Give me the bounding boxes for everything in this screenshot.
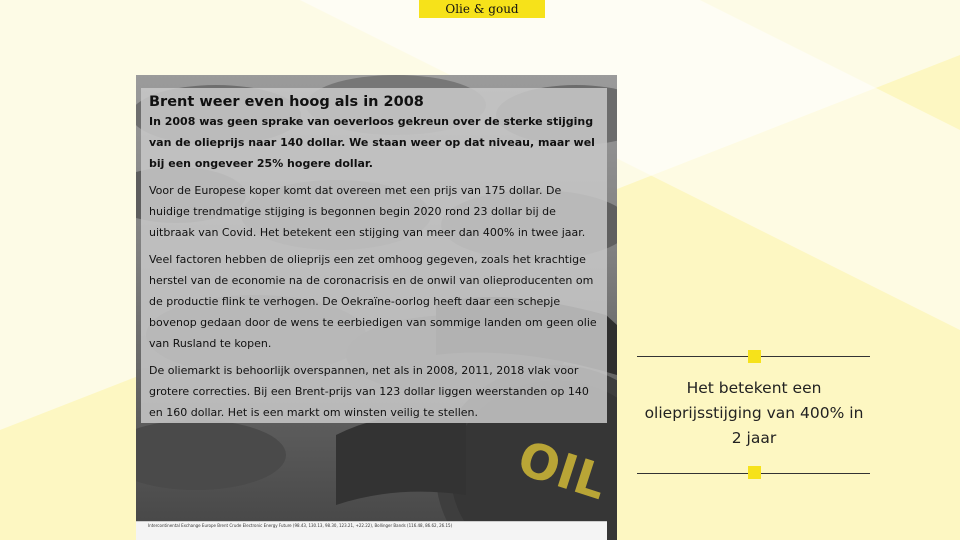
barrel-label: OIL (511, 430, 614, 512)
article-lead: In 2008 was geen sprake van oeverloos gekreun over de sterke stijging van de olieprijs naar 140 dollar. We staan weer op dat niveau, maar wel bij een ongeveer 25% hogere dollar. (149, 115, 595, 170)
article-text-box (141, 88, 607, 423)
article-paragraph-1: Voor de Europese koper komt dat overeen met een prijs van 175 dollar. De huidige trendmatige stijging is begonnen begin 2020 rond 23 dollar bij de uitbraak van Covid. Het betekent een stijging van meer dan 400% in twee jaar. (149, 184, 586, 239)
price-chart-thumbnail (136, 521, 607, 540)
chart-caption: Intercontinental Exchange Europe Brent Crude Electronic Energy Future (98.43, 130.13, 98.30, 123.21, +22.22), Bollinger Bands (116.48, 86.62, 26.15) (148, 523, 453, 528)
article-headline: Brent weer even hoog als in 2008 (149, 94, 424, 110)
article-paragraph-2: Veel factoren hebben de olieprijs een zet omhoog gegeven, zoals het krachtige herstel van de economie na de coronacrisis en de onwil van olieproducenten om de productie flink te verhogen. De Oekraïne-oorlog heeft daar een schepje bovenop gedaan door de wens te eerbiedigen van sommige landen om geen olie van Rusland te kopen. (149, 253, 597, 350)
article-paragraph-3: De oliemarkt is behoorlijk overspannen, net als in 2008, 2011, 2018 vlak voor grotere correcties. Bij een Brent-prijs van 123 dollar liggen weerstanden op 140 en 160 dollar. Het is een markt om winsten veilig te stellen. (149, 364, 589, 419)
quote-bottom-square (748, 466, 761, 479)
quote-top-square (748, 350, 761, 363)
section-tag: Olie & goud (419, 0, 545, 18)
pull-quote: Het betekent een olieprijsstijging van 400% in 2 jaar (644, 379, 864, 447)
article-photo-panel (136, 75, 617, 540)
